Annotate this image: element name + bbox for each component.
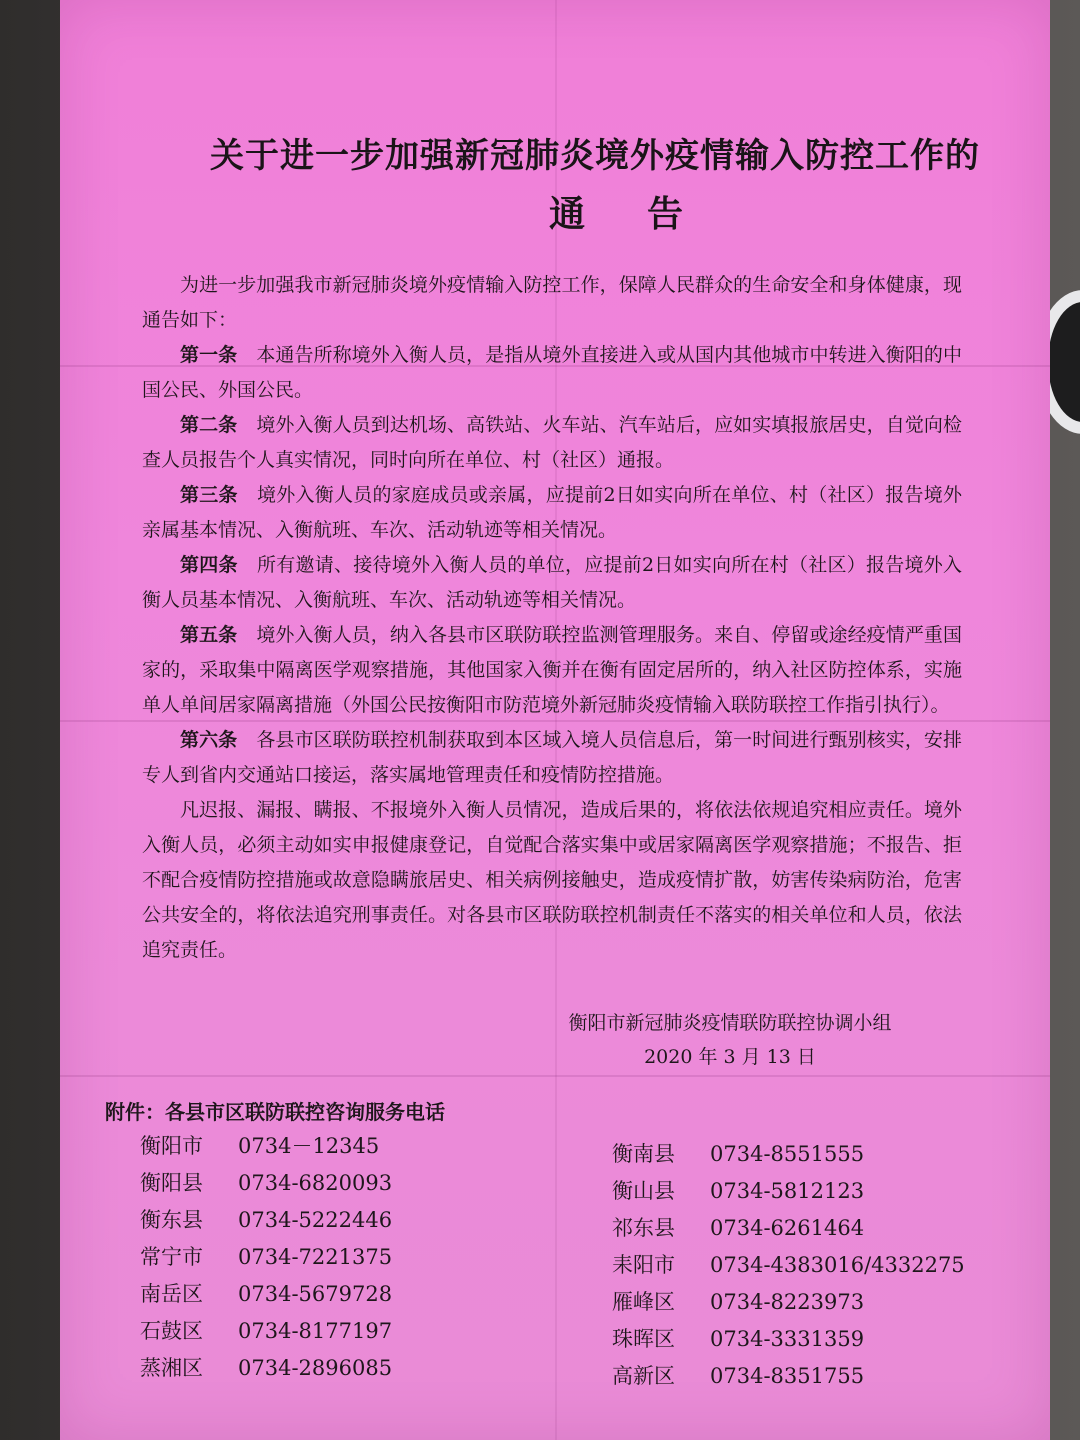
- attachment-title: 附件：各县市区联防联控咨询服务电话: [105, 1100, 445, 1124]
- phone-number: 0734-5812123: [710, 1179, 865, 1203]
- district-name: 衡南县: [612, 1142, 675, 1166]
- article-text: 境外入衡人员到达机场、高铁站、火车站、汽车站后，应如实填报旅居史，自觉向检查人员报告个人真实情况，同时向所在单位、村（社区）通报。: [142, 414, 962, 471]
- phone-number: 0734-8351755: [710, 1364, 865, 1388]
- phone-number: 0734-5679728: [238, 1282, 393, 1306]
- phone-row: [612, 1321, 965, 1358]
- district-name: 祁东县: [612, 1216, 675, 1240]
- notice-paper: [60, 0, 1050, 1440]
- article-5: [142, 618, 962, 723]
- phone-row: [140, 1202, 392, 1239]
- notice-subtitle: 通告: [548, 193, 745, 235]
- issuer: 衡阳市新冠肺炎疫情联防联控协调小组: [568, 1012, 892, 1034]
- phone-number: 0734-2896085: [238, 1356, 393, 1380]
- phone-row: [140, 1313, 392, 1350]
- notice-title: 关于进一步加强新冠肺炎境外疫情输入防控工作的: [210, 136, 980, 176]
- phone-number: 0734-6820093: [238, 1171, 393, 1195]
- article-label: 第六条: [180, 729, 238, 751]
- phone-number: 0734-6261464: [710, 1216, 865, 1240]
- article-6: [142, 723, 962, 793]
- article-text: 各县市区联防联控机制获取到本区域入境人员信息后，第一时间进行甄别核实，安排专人到省内交通站口接运，落实属地管理责任和疫情防控措施。: [142, 729, 962, 786]
- district-name: 石鼓区: [140, 1319, 203, 1343]
- notice-body: [142, 268, 962, 968]
- article-text: 境外入衡人员的家庭成员或亲属，应提前2日如实向所在单位、村（社区）报告境外亲属基本情况、入衡航班、车次、活动轨迹等相关情况。: [142, 484, 962, 541]
- district-name: 衡阳市: [140, 1134, 203, 1158]
- phone-row: [140, 1165, 392, 1202]
- article-text: 所有邀请、接待境外入衡人员的单位，应提前2日如实向所在村（社区）报告境外入衡人员基本情况、入衡航班、车次、活动轨迹等相关情况。: [142, 554, 962, 611]
- phone-row: [140, 1350, 392, 1387]
- article-3: [142, 478, 962, 548]
- article-text: 境外入衡人员，纳入各县市区联防联控监测管理服务。来自、停留或途经疫情严重国家的，采取集中隔离医学观察措施，其他国家入衡并在衡有固定居所的，纳入社区防控体系，实施单人单间居家隔离措施（外国公民按衡阳市防范境外新冠肺炎疫情输入联防联控工作指引执行）。: [142, 624, 962, 716]
- signature-block: [550, 1006, 910, 1074]
- phone-row: [612, 1210, 965, 1247]
- phone-number: 0734-7221375: [238, 1245, 393, 1269]
- phone-number: 0734－12345: [238, 1134, 380, 1158]
- phone-row: [612, 1173, 965, 1210]
- article-label: 第三条: [180, 484, 238, 506]
- phone-number: 0734-5222446: [238, 1208, 393, 1232]
- district-name: 高新区: [612, 1364, 675, 1388]
- district-name: 南岳区: [140, 1282, 203, 1306]
- district-name: 蒸湘区: [140, 1356, 203, 1380]
- district-name: 珠晖区: [612, 1327, 675, 1351]
- phone-number: 0734-8551555: [710, 1142, 865, 1166]
- article-text: 本通告所称境外入衡人员，是指从境外直接进入或从国内其他城市中转进入衡阳的中国公民、外国公民。: [142, 344, 962, 401]
- phone-number: 0734-3331359: [710, 1327, 865, 1351]
- district-name: 常宁市: [140, 1245, 203, 1269]
- article-label: 第四条: [180, 554, 238, 576]
- article-label: 第二条: [180, 414, 238, 436]
- phone-number: 0734-4383016/4332275: [710, 1253, 965, 1277]
- phone-list-right: [612, 1136, 965, 1395]
- article-1: [142, 338, 962, 408]
- district-name: 衡阳县: [140, 1171, 203, 1195]
- article-4: [142, 548, 962, 618]
- phone-row: [140, 1239, 392, 1276]
- article-2: [142, 408, 962, 478]
- phone-row: [140, 1276, 392, 1313]
- phone-list-left: [140, 1128, 392, 1387]
- issue-date: 2020 年 3 月 13 日: [644, 1046, 816, 1068]
- district-name: 雁峰区: [612, 1290, 675, 1314]
- phone-number: 0734-8223973: [710, 1290, 865, 1314]
- phone-row: [612, 1284, 965, 1321]
- district-name: 衡东县: [140, 1208, 203, 1232]
- phone-row: [612, 1358, 965, 1395]
- district-name: 耒阳市: [612, 1253, 675, 1277]
- intro-paragraph: 为进一步加强我市新冠肺炎境外疫情输入防控工作，保障人民群众的生命安全和身体健康，现通告如下：: [142, 274, 962, 331]
- article-label: 第五条: [180, 624, 238, 646]
- phone-row: [612, 1136, 965, 1173]
- article-label: 第一条: [180, 344, 238, 366]
- closing-paragraph: 凡迟报、漏报、瞒报、不报境外入衡人员情况，造成后果的，将依法依规追究相应责任。境外入衡人员，必须主动如实申报健康登记，自觉配合落实集中或居家隔离医学观察措施；不报告、拒不配合疫情防控措施或故意隐瞒旅居史、相关病例接触史，造成疫情扩散，妨害传染病防治，危害公共安全的，将依法追究刑事责任。对各县市区联防联控机制责任不落实的相关单位和人员，依法追究责任。: [142, 799, 962, 961]
- phone-number: 0734-8177197: [238, 1319, 393, 1343]
- phone-row: [612, 1247, 965, 1284]
- phone-row: [140, 1128, 392, 1165]
- district-name: 衡山县: [612, 1179, 675, 1203]
